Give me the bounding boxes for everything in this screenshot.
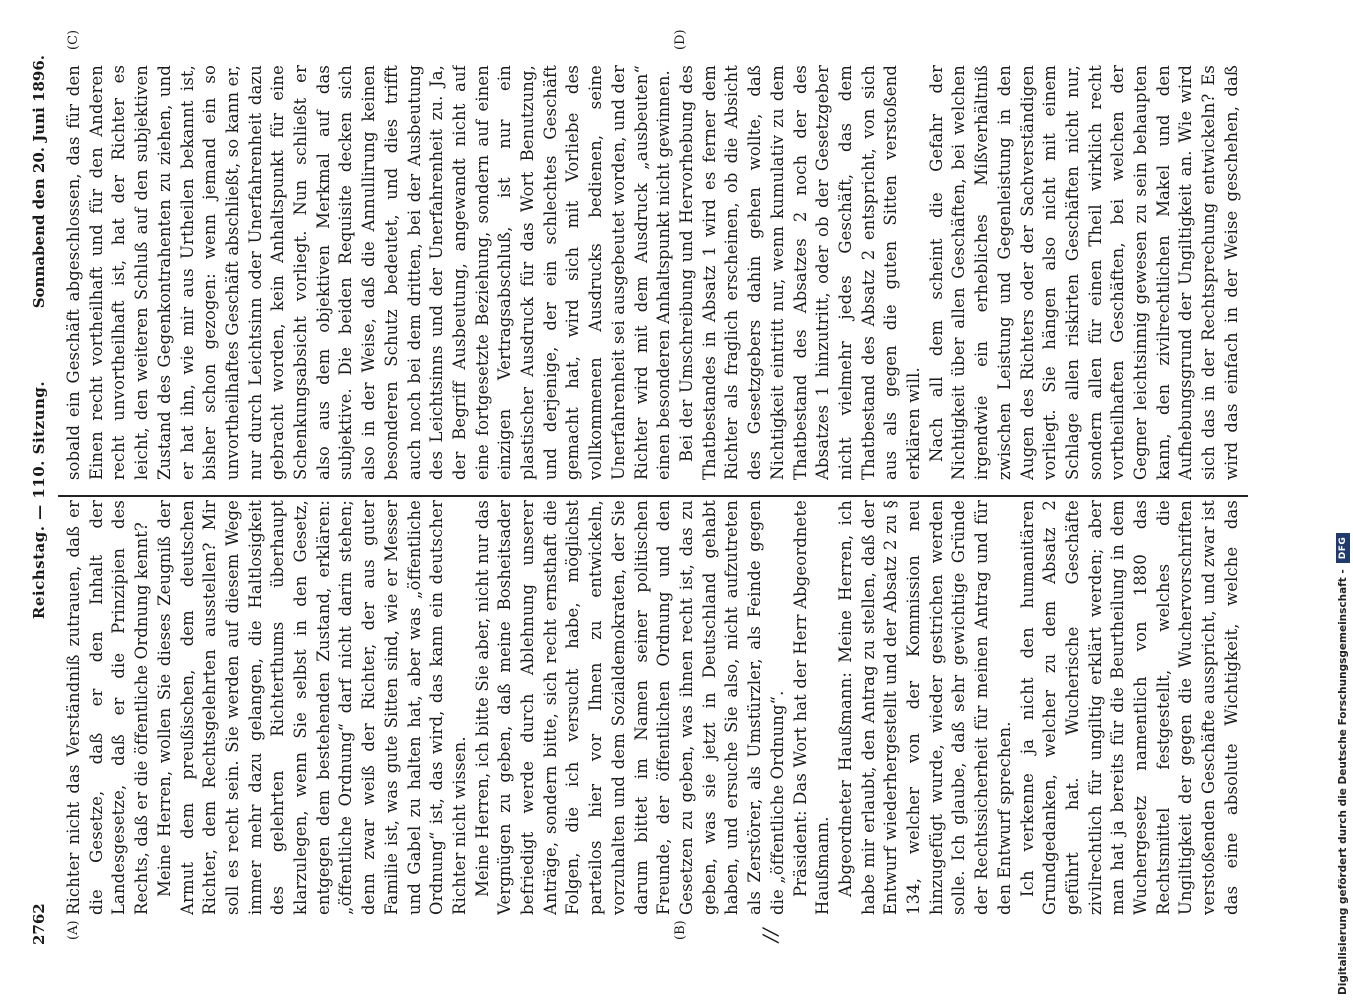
paragraph: Meine Herren, ich bitte Sie aber, nicht nur das Vergnügen zu geben, daß meine Bosheitsader befriedigt werde durch Ablehnung unserer Anträge, sondern bitte, sich recht ernsthaft die Folgen, die ich versucht habe, möglichst parteilos hier vor Ihnen zu entwickeln, vorzuhalten und dem Sozialdemokraten, der Sie darum bittet im Namen seiner politischen Freunde, der öffentlichen Ordnung und den Gesetzen zu geben, was ihnen recht ist, das zu geben, was sie jetzt in Deutschland gehabt haben, und ersuche Sie also, nicht aufzutreten als Zerstörer, als Umstürzler, als Feinde gegen die „öffentliche Ordnung“. xyxy=(472,500,787,915)
digitization-credit xyxy=(1336,10,1350,995)
margin-marker-a: (A) xyxy=(66,920,81,940)
session-title: Reichstag. — 110. Sitzung. xyxy=(30,380,48,620)
page-number: 2762 xyxy=(30,903,48,945)
right-column xyxy=(63,65,1243,480)
paragraph: Abgeordneter Haußmann: Meine Herren, ich habe mir erlaubt, den Antrag zu stellen, daß der Entwurf wiederhergestellt und der Absatz 2 zu § 134, welcher von der Kommission neu hinzugefügt wurde, wieder gestrichen werden solle. Ich glaube, daß sehr gewichtige Gründe der Rechtssicherheit für meinen Antrag und für den Entwurf sprechen. xyxy=(835,500,1014,915)
margin-marker-d: (D) xyxy=(673,29,688,50)
paragraph: Ich verkenne ja nicht den humanitären Grundgedanken, welcher zu dem Absatz 2 geführt hat. Wucherische Geschäfte zivilrechtlich für ungiltig erklärt werden; aber man hat ja bereits für die Beurtheilung in dem Wuchergesetz namentlich von 1880 das Rechtsmittel festgestellt, welches die Ungiltigkeit der gegen die Wuchervorschriften verstoßenden Geschäfte ausspricht, und zwar ist das eine absolute Wichtigkeit, welche das xyxy=(1017,500,1241,915)
document-page xyxy=(18,0,1318,1000)
credit-text: Digitalisierung gefördert durch die Deutsche Forschungsgemeinschaft - xyxy=(1337,569,1349,995)
paragraph: sobald ein Geschäft abgeschlossen, das für den Einen recht vortheilhaft und für den Anderen recht unvortheilhaft ist, hat der Richter es leicht, den weiteren Schluß auf den subjektiven Zustand des Gegenkontrahenten zu ziehen, und er hat ihn, wie mir aus Urtheilen bekannt ist, bisher schon gezogen: wenn jemand ein so unvortheilhaftes Geschäft abschließt, so kann er, nur durch Leichtsinn oder Unerfahrenheit dazu gebracht worden, kein Anhaltspunkt für eine Schenkungsabsicht vorliegt. Nun schließt er also aus dem objektiven Merkmal auf das subjektive. Die beiden Requisite decken sich also in der Weise, daß die Annullirung keinen besonderen Schutz bedeutet, und dies trifft auch noch bei dem dritten, bei der Ausbeutung des Leichtsinns und der Unerfahrenheit zu. Ja, der Begriff Ausbeutung, angewandt nicht auf eine fortgesetzte Beziehung, sondern auf einen einzigen Vertragsabschluß, ist nur ein plastischer Ausdruck für das Wort Benutzung, und derjenige, der ein schlechtes Geschäft gemacht hat, wird sich mit Vorliebe des vollkommenen Ausdrucks bedienen, seine Unerfahrenheit sei ausgebeutet worden, und der Richter wird mit dem Ausdruck „ausbeuten“ einen besonderen Anhaltspunkt nicht gewinnen. xyxy=(64,65,674,480)
dfg-logo: DFG xyxy=(1336,533,1350,564)
session-date: Sonnabend den 20. Juni 1896. xyxy=(30,55,48,309)
paragraph: Präsident: Das Wort hat der Herr Abgeordnete Haußmann. xyxy=(790,500,833,915)
page-header xyxy=(30,55,56,945)
margin-marker-b: (B) xyxy=(673,920,688,940)
column-divider xyxy=(58,496,1248,498)
paragraph: Nach all dem scheint die Gefahr der Nichtigkeit über allen Geschäften, bei welchen irgendwie ein erhebliches Mißverhältniß zwischen Leistung und Gegenleistung in den Augen des Richters oder der Sachverständigen vorliegt. Sie hängen also nicht mit einem Schlage allen riskirten Geschäften nicht nur, sondern allen für einen Theil wirklich recht vortheilhaften Geschäften, bei welchen der Gegner leichtsinnig gewesen zu sein behaupten kann, den zivilrechtlichen Makel und den Aufhebungsgrund der Ungiltigkeit an. Wie wird sich das in der Rechtsprechung entwickeln? Es wird das einfach in der Weise geschehen, daß xyxy=(926,65,1241,480)
margin-annotation: // xyxy=(758,928,782,942)
paragraph: Bei der Umschreibung und Hervorhebung des Thatbestandes in Absatz 1 wird es ferner dem Richter als fraglich erscheinen, ob die Absicht des Gesetzgebers dahin gehen wollte, daß Nichtigkeit eintritt nur, wenn kumulativ zu dem Thatbestand des Absatzes 2 noch der des Absatzes 1 hinzutritt, oder ob der Gesetzgeber nicht vielmehr jedes Geschäft, das dem Thatbestand des Absatz 2 entspricht, von sich aus als gegen die guten Sitten verstoßend erklären will. xyxy=(676,65,924,480)
margin-marker-c: (C) xyxy=(66,29,81,50)
left-column xyxy=(63,500,1243,915)
paragraph: Meine Herren, wollen Sie dieses Zeugniß der Armut dem preußischen, dem deutschen Richter, dem Rechtsgelehrten ausstellen? Mir soll es recht sein. Sie werden auf diesem Wege immer mehr dazu gelangen, die Haltlosigkeit des gelehrten Richterthums überhaupt klarzulegen, wenn Sie selbst in den Gesetz, entgegen dem bestehenden Zustand, erklären: „öffentliche Ordnung“ darf nicht darin stehen; denn zwar weiß der Richter, der aus guter Familie ist, was gute Sitten sind, wie er Messer und Gabel zu halten hat, aber was „öffentliche Ordnung“ ist, das wird, das kann ein deutscher Richter nicht wissen. xyxy=(154,500,469,915)
paragraph: Richter nicht das Verständniß zutrauen, daß er die Gesetze, daß er den Inhalt der Landesgesetze, daß er die Prinzipien des Rechts, daß er die öffentliche Ordnung kennt? xyxy=(64,500,152,915)
